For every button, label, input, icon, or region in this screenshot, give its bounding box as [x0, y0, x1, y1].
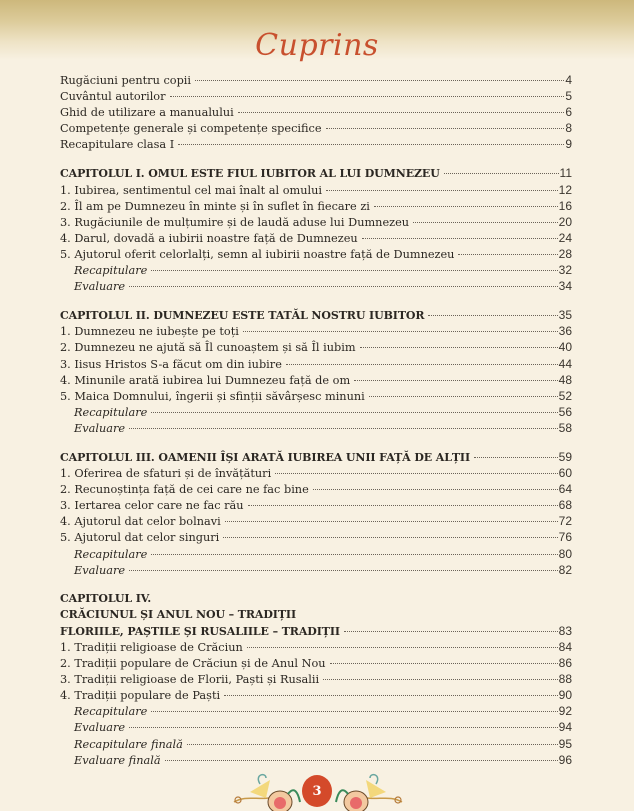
- final-review-page: 95: [558, 736, 572, 751]
- chapter-title: CAPITOLUL I. OMUL ESTE FIUL IUBITOR AL LUI DUMNEZEU: [60, 167, 440, 181]
- review-entry[interactable]: [60, 546, 572, 562]
- dot-leader: [151, 412, 557, 413]
- toc-entry-label: Competențe generale și competențe specifice: [60, 122, 322, 136]
- dot-leader: [354, 380, 557, 381]
- lesson-entry[interactable]: [60, 529, 572, 545]
- dot-leader: [178, 144, 564, 145]
- floral-ornament-left-icon: [232, 772, 302, 811]
- lesson-page: 52: [558, 388, 572, 403]
- dot-leader: [129, 727, 558, 728]
- lesson-page: 72: [558, 514, 572, 529]
- lesson-entry[interactable]: [60, 356, 572, 372]
- lesson-label: 3. Iisus Hristos S-a făcut om din iubire: [60, 357, 282, 371]
- page-title: Cuprins: [255, 28, 379, 63]
- lesson-label: 3. Iertarea celor care ne fac rău: [60, 499, 244, 513]
- section-gap: [60, 294, 572, 307]
- chapter-title: CAPITOLUL III. OAMENII ÎȘI ARATĂ IUBIREA UNII FAȚĂ DE ALȚII: [60, 450, 471, 464]
- floral-ornament-right-icon: [334, 772, 404, 811]
- dot-leader: [225, 521, 558, 522]
- dot-leader: [323, 679, 558, 680]
- lesson-label: 4. Tradiții populare de Paști: [60, 689, 221, 703]
- lesson-entry[interactable]: [60, 372, 572, 388]
- review-label: Recapitulare: [74, 405, 148, 419]
- dot-leader: [313, 489, 558, 490]
- review-page: 56: [558, 404, 572, 419]
- dot-leader: [243, 331, 558, 332]
- lesson-page: 88: [558, 672, 572, 687]
- evaluation-page: 94: [558, 720, 572, 735]
- lesson-page: 84: [558, 640, 572, 654]
- toc-entry-label: Recapitulare clasa I: [60, 138, 175, 152]
- dot-leader: [286, 364, 558, 365]
- final-review-label: Recapitulare finală: [74, 737, 183, 751]
- toc-entry-page: 8: [565, 121, 572, 136]
- section-gap: [60, 578, 572, 591]
- toc-entry-page: 6: [565, 105, 572, 120]
- toc-entry[interactable]: [60, 104, 572, 120]
- review-page: 92: [558, 704, 572, 719]
- lesson-page: 36: [558, 324, 572, 339]
- review-label: Recapitulare: [74, 264, 148, 278]
- evaluation-label: Evaluare: [74, 563, 126, 577]
- lesson-label: 1. Dumnezeu ne iubește pe toți: [60, 325, 239, 339]
- lesson-entry[interactable]: [60, 246, 572, 262]
- toc-entry-page: 4: [565, 73, 572, 87]
- chapter-page: 11: [559, 166, 572, 181]
- lesson-entry[interactable]: [60, 230, 572, 246]
- lesson-label: 2. Dumnezeu ne ajută să Îl cunoaștem și să Îl iubim: [60, 341, 356, 355]
- toc-entry-page: 5: [565, 89, 572, 104]
- section-gap: [60, 152, 572, 165]
- dot-leader: [223, 537, 557, 538]
- chapter-title: CAPITOLUL II. DUMNEZEU ESTE TATĂL NOSTRU IUBITOR: [60, 309, 425, 323]
- toc-entry[interactable]: [60, 120, 572, 136]
- lesson-label: 3. Rugăciunile de mulțumire și de laudă aduse lui Dumnezeu: [60, 215, 410, 229]
- lesson-entry[interactable]: [60, 655, 572, 671]
- lesson-page: 76: [558, 530, 572, 545]
- chapter-title-line: FLORIILE, PAȘTILE ȘI RUSALIILE – TRADIȚII: [60, 624, 340, 638]
- lesson-entry[interactable]: [60, 339, 572, 355]
- dot-leader: [275, 473, 557, 474]
- toc-entry[interactable]: [60, 136, 572, 152]
- dot-leader: [129, 570, 558, 571]
- lesson-page: 48: [558, 372, 572, 387]
- dot-leader: [458, 254, 557, 255]
- final-evaluation-entry[interactable]: [60, 752, 572, 768]
- dot-leader: [170, 96, 565, 97]
- evaluation-page: 82: [558, 562, 572, 577]
- review-label: Recapitulare: [74, 547, 148, 561]
- dot-leader: [248, 505, 558, 506]
- evaluation-page: 34: [558, 279, 572, 294]
- lesson-entry[interactable]: [60, 639, 572, 655]
- lesson-page: 44: [558, 356, 572, 371]
- evaluation-entry[interactable]: [60, 278, 572, 294]
- lesson-page: 12: [558, 182, 572, 197]
- evaluation-page: 58: [558, 420, 572, 435]
- dot-leader: [444, 173, 559, 174]
- dot-leader: [369, 396, 558, 397]
- dot-leader: [413, 222, 558, 223]
- lesson-label: 2. Tradiții populare de Crăciun și de Anul Nou: [60, 657, 326, 671]
- dot-leader: [247, 647, 558, 648]
- chapter-title-line: CAPITOLUL IV.: [60, 591, 152, 605]
- lesson-page: 40: [558, 340, 572, 355]
- dot-leader: [151, 711, 557, 712]
- table-of-contents: [60, 72, 572, 768]
- chapter-page: 35: [558, 308, 572, 323]
- dot-leader: [360, 347, 558, 348]
- lesson-page: 16: [558, 198, 572, 213]
- dot-leader: [187, 744, 558, 745]
- evaluation-entry[interactable]: [60, 420, 572, 436]
- lesson-label: 2. Recunoștința față de cei care ne fac bine: [60, 483, 309, 497]
- review-entry[interactable]: [60, 703, 572, 719]
- lesson-label: 4. Minunile arată iubirea lui Dumnezeu față de om: [60, 373, 351, 387]
- review-entry[interactable]: [60, 262, 572, 278]
- lesson-label: 1. Tradiții religioase de Crăciun: [60, 641, 243, 654]
- lesson-label: 3. Tradiții religioase de Florii, Paști și Rusalii: [60, 673, 320, 687]
- toc-entry-label: Rugăciuni pentru copii: [60, 74, 192, 87]
- dot-leader: [344, 631, 558, 632]
- lesson-label: 5. Maica Domnului, îngerii și sfinții săvârșesc minuni: [60, 389, 365, 403]
- lesson-entry[interactable]: [60, 497, 572, 513]
- chapter-heading-line[interactable]: [60, 607, 572, 623]
- dot-leader: [195, 80, 564, 81]
- chapter-heading[interactable]: [60, 307, 572, 323]
- dot-leader: [238, 112, 565, 113]
- lesson-entry[interactable]: [60, 182, 572, 198]
- lesson-entry[interactable]: [60, 513, 572, 529]
- lesson-entry[interactable]: [60, 465, 572, 481]
- evaluation-entry[interactable]: [60, 719, 572, 735]
- lesson-entry[interactable]: [60, 687, 572, 703]
- toc-entry-page: 9: [565, 137, 572, 152]
- toc-entry[interactable]: [60, 72, 572, 88]
- lesson-page: 20: [558, 214, 572, 229]
- page-footer: [0, 772, 634, 811]
- toc-entry-label: Cuvântul autorilor: [60, 90, 166, 104]
- lesson-entry[interactable]: [60, 323, 572, 339]
- lesson-entry[interactable]: [60, 671, 572, 687]
- lesson-page: 60: [558, 466, 572, 481]
- lesson-page: 28: [558, 246, 572, 261]
- evaluation-entry[interactable]: [60, 562, 572, 578]
- dot-leader: [374, 206, 558, 207]
- lesson-page: 64: [558, 482, 572, 497]
- lesson-page: 24: [558, 230, 572, 245]
- review-label: Recapitulare: [74, 705, 148, 719]
- dot-leader: [326, 128, 565, 129]
- review-entry[interactable]: [60, 404, 572, 420]
- toc-entry[interactable]: [60, 88, 572, 104]
- review-page: 32: [558, 263, 572, 278]
- chapter-title-line: CRĂCIUNUL ȘI ANUL NOU – TRADIȚII: [60, 607, 297, 621]
- lesson-page: 90: [558, 688, 572, 703]
- dot-leader: [224, 695, 558, 696]
- lesson-entry[interactable]: [60, 214, 572, 230]
- dot-leader: [362, 238, 558, 239]
- dot-leader: [326, 190, 558, 191]
- chapter-heading[interactable]: [60, 623, 572, 639]
- dot-leader: [151, 554, 557, 555]
- review-page: 80: [558, 546, 572, 561]
- evaluation-label: Evaluare: [74, 280, 126, 294]
- chapter-heading[interactable]: [60, 449, 572, 465]
- chapter-page: 59: [558, 449, 572, 464]
- lesson-label: 5. Ajutorul dat celor singuri: [60, 531, 220, 545]
- lesson-entry[interactable]: [60, 481, 572, 497]
- lesson-label: 5. Ajutorul oferit celorlalți, semn al iubirii noastre față de Dumnezeu: [60, 247, 455, 261]
- final-evaluation-page: 96: [558, 752, 572, 767]
- dot-leader: [474, 457, 558, 458]
- lesson-label: 1. Iubirea, sentimentul cel mai înalt al omului: [60, 183, 323, 197]
- lesson-label: 2. Îl am pe Dumnezeu în minte și în suflet în fiecare zi: [60, 199, 370, 213]
- section-gap: [60, 436, 572, 449]
- chapter-heading[interactable]: [60, 165, 572, 181]
- lesson-label: 1. Oferirea de sfaturi și de învățături: [60, 467, 272, 481]
- final-evaluation-label: Evaluare finală: [74, 753, 161, 767]
- lesson-label: 4. Darul, dovadă a iubirii noastre față de Dumnezeu: [60, 231, 358, 245]
- page-number-badge: 3: [302, 775, 332, 807]
- evaluation-label: Evaluare: [74, 421, 126, 435]
- dot-leader: [129, 286, 558, 287]
- lesson-label: 4. Ajutorul dat celor bolnavi: [60, 515, 221, 529]
- dot-leader: [151, 270, 557, 271]
- lesson-entry[interactable]: [60, 198, 572, 214]
- dot-leader: [428, 315, 557, 316]
- lesson-page: 86: [558, 656, 572, 671]
- final-review-entry[interactable]: [60, 736, 572, 752]
- dot-leader: [165, 760, 558, 761]
- lesson-entry[interactable]: [60, 388, 572, 404]
- toc-entry-label: Ghid de utilizare a manualului: [60, 106, 234, 120]
- chapter-heading-line[interactable]: [60, 591, 572, 607]
- dot-leader: [330, 663, 558, 664]
- chapter-page: 83: [558, 623, 572, 638]
- evaluation-label: Evaluare: [74, 721, 126, 735]
- dot-leader: [129, 428, 558, 429]
- lesson-page: 68: [558, 498, 572, 513]
